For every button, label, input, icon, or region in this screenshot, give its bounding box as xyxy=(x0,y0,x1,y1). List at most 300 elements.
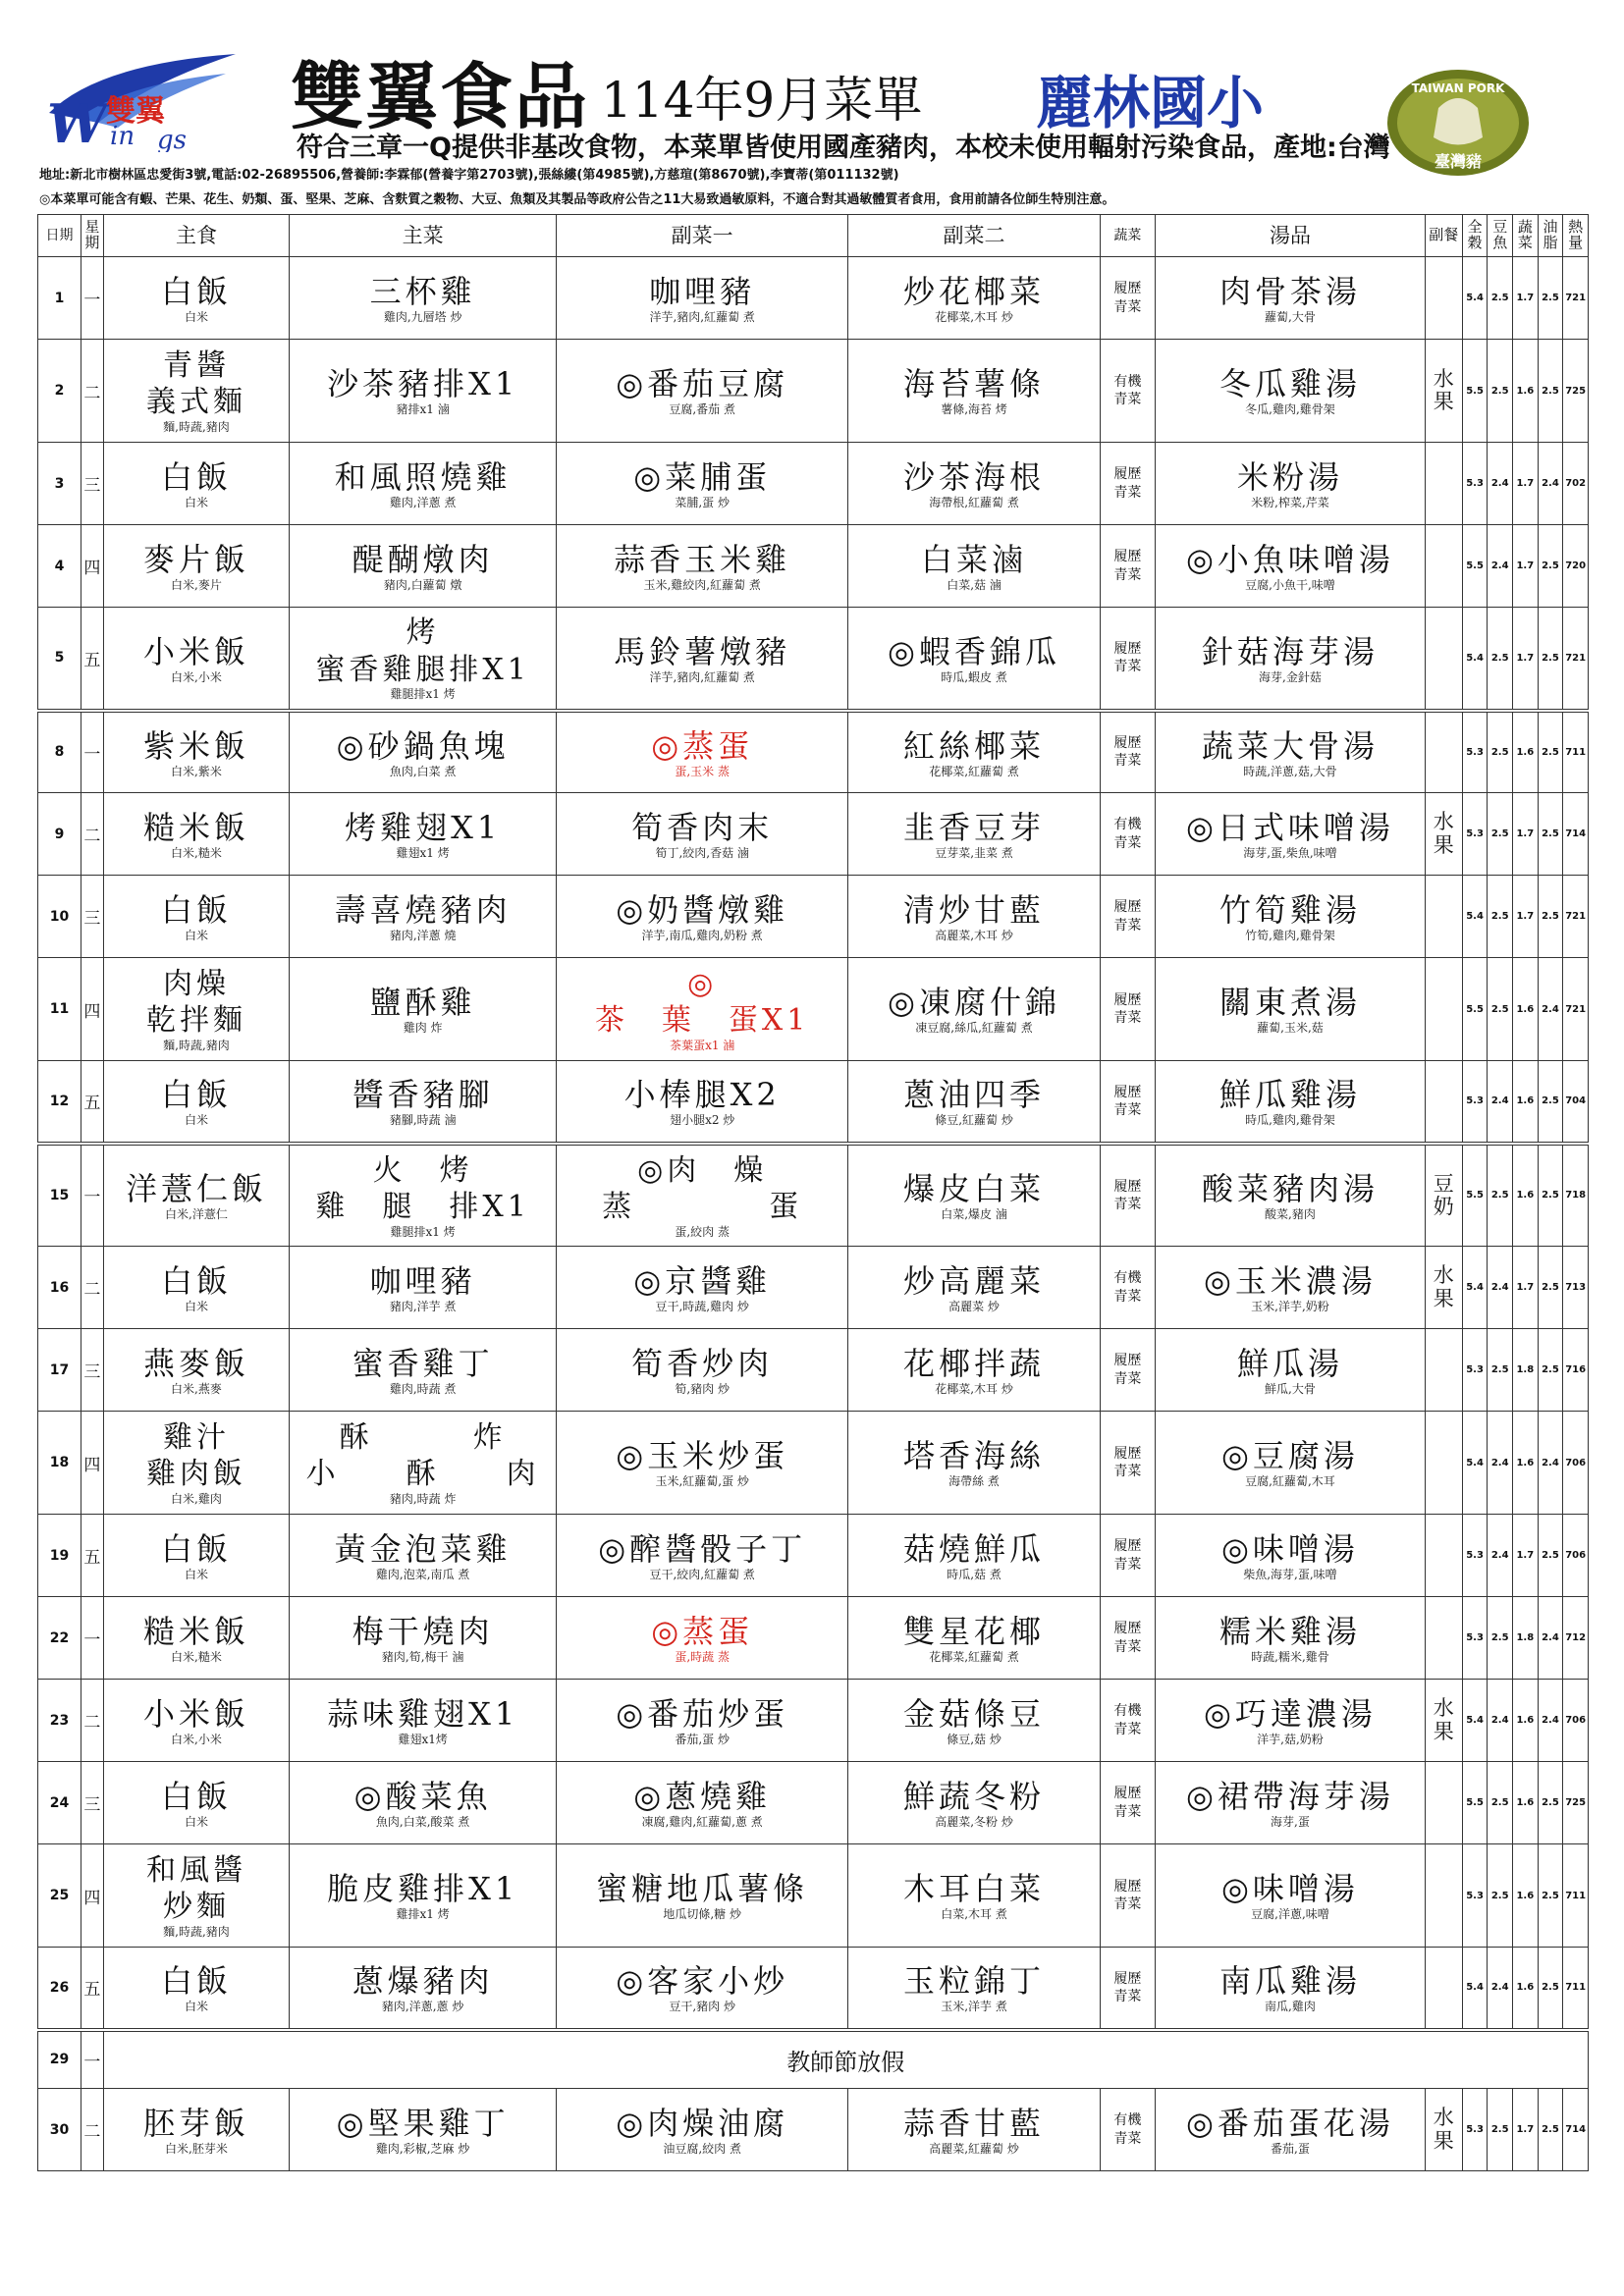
ingredients: 豆腐,番茄 煮 xyxy=(669,402,735,417)
dish-name: 醬香豬腳 xyxy=(352,1076,494,1114)
staple-cell-content xyxy=(104,1777,290,1829)
ingredients: 白菜,菇 滷 xyxy=(947,577,1001,592)
row-date: 24 xyxy=(38,1762,81,1844)
nutrition-veg: 1.7 xyxy=(1513,608,1539,711)
menu-row xyxy=(38,1680,1589,1762)
ingredients: 海芽,金針菇 xyxy=(1259,669,1322,684)
side-dish-1-cell-content xyxy=(557,364,847,416)
ingredients: 高麗菜 炒 xyxy=(948,1299,1000,1313)
nutrition-calories: 721 xyxy=(1563,958,1589,1061)
side-dish-1-cell xyxy=(557,1597,848,1680)
dish-name: 三杯雞 xyxy=(369,272,476,310)
ingredients: 凍豆腐,絲瓜,紅蘿蔔 煮 xyxy=(915,1021,1033,1036)
dish-name: 胚芽飯 xyxy=(142,2104,249,2142)
nutrition-oil: 2.5 xyxy=(1538,1247,1563,1329)
dish-name: 蔬菜大骨湯 xyxy=(1201,726,1379,765)
ingredients: 薯條,海苔 烤 xyxy=(941,402,1007,417)
row-date: 19 xyxy=(38,1515,81,1597)
ingredients: 魚肉,白菜 煮 xyxy=(389,764,457,778)
staple-cell-content xyxy=(104,1261,290,1313)
ingredients: 地瓜切條,糖 炒 xyxy=(663,1907,741,1922)
soup-cell-content xyxy=(1156,1529,1425,1581)
dish-name: 紫米飯 xyxy=(142,726,249,765)
nutrition-grain: 5.5 xyxy=(1462,1144,1488,1247)
side-dish-1-cell-content xyxy=(557,1152,847,1239)
side-dish-1-cell-content xyxy=(557,1344,847,1396)
soup-cell xyxy=(1156,793,1426,876)
menu-row xyxy=(38,1762,1589,1844)
side-dish-2-cell xyxy=(848,443,1100,525)
side-dish-1-cell xyxy=(557,2089,848,2171)
ingredients: 雞腿排x1 烤 xyxy=(390,1224,456,1239)
side-dish-2-cell-content xyxy=(848,1075,1099,1127)
row-weekday: 五 xyxy=(81,1061,104,1144)
ingredients: 白菜,爆皮 滷 xyxy=(941,1207,1007,1222)
side-dish-1-cell xyxy=(557,1412,848,1515)
col-soup: 湯品 xyxy=(1156,215,1426,257)
ingredients: 雞肉,彩椒,芝麻 炒 xyxy=(375,2141,470,2156)
side-dish-1-cell xyxy=(557,1061,848,1144)
nutrition-protein: 2.5 xyxy=(1488,793,1513,876)
nutrition-oil: 2.5 xyxy=(1538,257,1563,340)
dish-name: 醍醐燉肉 xyxy=(352,540,494,578)
staple-cell xyxy=(103,1061,290,1144)
menu-row xyxy=(38,443,1589,525)
extra-cell: 水 果 xyxy=(1425,793,1462,876)
side-dish-2-cell xyxy=(848,1144,1100,1247)
main-dish-cell-content xyxy=(290,364,556,416)
vegetable-cell: 履歷 青菜 xyxy=(1100,257,1155,340)
nutrition-oil: 2.4 xyxy=(1538,958,1563,1061)
soup-cell xyxy=(1156,1329,1426,1412)
dish-name: 糙米飯 xyxy=(142,808,249,846)
dish-name: 肉燥 xyxy=(162,966,230,1001)
row-weekday: 四 xyxy=(81,525,104,608)
side-dish-1-cell-content xyxy=(557,808,847,860)
dish-name: ◎肉 燥 xyxy=(637,1152,768,1188)
svg-text:雙翼: 雙翼 xyxy=(106,94,165,129)
nutrition-calories: 711 xyxy=(1563,711,1589,793)
menu-row xyxy=(38,525,1589,608)
side-dish-2-cell-content xyxy=(848,1612,1099,1664)
side-dish-1-cell xyxy=(557,958,848,1061)
side-dish-2-cell xyxy=(848,1844,1100,1948)
dish-name: 炒麵 xyxy=(162,1890,230,1925)
nutrition-veg: 1.7 xyxy=(1513,257,1539,340)
main-dish-cell-content xyxy=(290,1869,556,1921)
main-dish-cell-content xyxy=(290,1261,556,1313)
nutrition-protein: 2.5 xyxy=(1488,1144,1513,1247)
soup-cell xyxy=(1156,1948,1426,2030)
side-dish-2-cell xyxy=(848,1680,1100,1762)
vegetable-cell: 履歷 青菜 xyxy=(1100,1844,1155,1948)
ingredients: 白米,胚芽米 xyxy=(165,2141,228,2156)
ingredients: 番茄,蛋 xyxy=(1271,2141,1310,2156)
row-date: 12 xyxy=(38,1061,81,1144)
dish-name: 韭香豆芽 xyxy=(903,808,1046,846)
staple-cell-content xyxy=(104,1419,290,1506)
col-extra: 副餐 xyxy=(1425,215,1462,257)
ingredients: 花椰菜,木耳 炒 xyxy=(935,1381,1013,1396)
staple-cell xyxy=(103,1762,290,1844)
ingredients: 酸菜,豬肉 xyxy=(1265,1207,1316,1222)
col-staple: 主食 xyxy=(103,215,290,257)
ingredients: 白米 xyxy=(184,309,208,324)
dish-name: 白飯 xyxy=(160,1261,232,1300)
side-dish-2-cell xyxy=(848,1948,1100,2030)
nutrition-grain: 5.3 xyxy=(1462,1329,1488,1412)
side-dish-2-cell-content xyxy=(848,540,1099,592)
extra-cell: 水 果 xyxy=(1425,1680,1462,1762)
nutrition-veg: 1.6 xyxy=(1513,1061,1539,1144)
main-dish-cell-content xyxy=(290,1075,556,1127)
row-date: 8 xyxy=(38,711,81,793)
main-dish-cell-content xyxy=(290,1529,556,1581)
staple-cell xyxy=(103,1948,290,2030)
col-side1: 副菜一 xyxy=(557,215,848,257)
dish-name: 鮮蔬冬粉 xyxy=(903,1777,1046,1815)
ingredients: 玉米,洋芋 煮 xyxy=(941,2000,1007,2014)
dish-name: 蒸 蛋 xyxy=(602,1190,803,1225)
dish-name: ◎醡醬骰子丁 xyxy=(598,1529,807,1568)
nutrition-veg: 1.8 xyxy=(1513,1329,1539,1412)
ingredients: 洋芋,豬肉,紅蘿蔔 煮 xyxy=(649,309,755,324)
dish-name: ◎蔥燒雞 xyxy=(633,1777,772,1815)
staple-cell-content xyxy=(104,1612,290,1664)
main-dish-cell xyxy=(290,1948,557,2030)
nutrition-oil: 2.5 xyxy=(1538,1844,1563,1948)
nutrition-protein: 2.5 xyxy=(1488,711,1513,793)
dish-name: 茶 葉 蛋X1 xyxy=(594,1003,810,1039)
staple-cell xyxy=(103,608,290,711)
vegetable-cell: 履歷 青菜 xyxy=(1100,525,1155,608)
ingredients: 麵,時蔬,豬肉 xyxy=(163,1924,230,1939)
dish-name: 蜜香雞丁 xyxy=(352,1344,494,1382)
menu-row xyxy=(38,1247,1589,1329)
nutrition-calories: 714 xyxy=(1563,2089,1589,2171)
menu-row xyxy=(38,608,1589,711)
ingredients: 蛋,絞肉 蒸 xyxy=(675,1224,730,1239)
nutrition-grain: 5.5 xyxy=(1462,958,1488,1061)
nutrition-grain: 5.4 xyxy=(1462,257,1488,340)
menu-row xyxy=(38,1948,1589,2030)
dish-name: 鹽酥雞 xyxy=(369,984,476,1022)
nutrition-calories: 716 xyxy=(1563,1329,1589,1412)
nutrition-veg: 1.6 xyxy=(1513,958,1539,1061)
dish-name: ◎巧達濃湯 xyxy=(1203,1694,1377,1733)
main-dish-cell xyxy=(290,443,557,525)
ingredients: 豬肉,時蔬 炸 xyxy=(389,1491,457,1506)
row-weekday: 二 xyxy=(81,340,104,443)
statement-line: 符合三章一Q提供非基改食物，本菜單皆使用國產豬肉，本校未使用輻射污染食品，產地:台灣 xyxy=(297,133,1390,163)
nutrition-protein: 2.5 xyxy=(1488,1597,1513,1680)
dish-name: ◎酸菜魚 xyxy=(353,1777,492,1815)
side-dish-1-cell-content xyxy=(557,1436,847,1488)
dish-name: 金菇條豆 xyxy=(903,1694,1046,1733)
dish-name: 小米飯 xyxy=(142,632,249,670)
dish-name: 肉骨茶湯 xyxy=(1218,272,1361,310)
nutrition-veg: 1.6 xyxy=(1513,340,1539,443)
nutrition-oil: 2.5 xyxy=(1538,711,1563,793)
vegetable-cell: 履歷 青菜 xyxy=(1100,876,1155,958)
menu-row xyxy=(38,1329,1589,1412)
col-vegetable: 蔬菜 xyxy=(1513,215,1539,257)
vegetable-cell: 履歷 青菜 xyxy=(1100,1061,1155,1144)
vegetable-cell: 履歷 青菜 xyxy=(1100,1144,1155,1247)
staple-cell-content xyxy=(104,457,290,509)
side-dish-1-cell-content xyxy=(557,726,847,778)
side-dish-1-cell-content xyxy=(557,1612,847,1664)
ingredients: 豬肉,洋蔥,蔥 炒 xyxy=(381,2000,464,2014)
main-dish-cell xyxy=(290,608,557,711)
nutrition-veg: 1.6 xyxy=(1513,1844,1539,1948)
side-dish-2-cell-content xyxy=(848,1261,1099,1313)
menu-table xyxy=(37,214,1589,2171)
staple-cell xyxy=(103,2089,290,2171)
staple-cell xyxy=(103,1144,290,1247)
vegetable-cell: 履歷 青菜 xyxy=(1100,1597,1155,1680)
extra-cell xyxy=(1425,1412,1462,1515)
row-weekday: 五 xyxy=(81,1948,104,2030)
soup-cell xyxy=(1156,1061,1426,1144)
dish-name: ◎ xyxy=(687,966,718,1001)
soup-cell xyxy=(1156,876,1426,958)
vegetable-cell: 有機 青菜 xyxy=(1100,1680,1155,1762)
nutrition-calories: 718 xyxy=(1563,1144,1589,1247)
dish-name: 脆皮雞排X1 xyxy=(327,1870,519,1908)
nutrition-grain: 5.4 xyxy=(1462,1412,1488,1515)
dish-name: 沙茶豬排X1 xyxy=(327,365,519,403)
row-date: 29 xyxy=(38,2030,81,2089)
side-dish-2-cell xyxy=(848,876,1100,958)
staple-cell xyxy=(103,958,290,1061)
menu-row xyxy=(38,2089,1589,2171)
soup-cell xyxy=(1156,711,1426,793)
main-dish-cell-content xyxy=(290,1612,556,1664)
staple-cell-content xyxy=(104,632,290,684)
side-dish-2-cell xyxy=(848,793,1100,876)
ingredients: 豆干,豬肉 炒 xyxy=(669,2000,735,2014)
row-weekday: 二 xyxy=(81,1680,104,1762)
staple-cell-content xyxy=(104,1694,290,1746)
row-weekday: 一 xyxy=(81,1597,104,1680)
staple-cell xyxy=(103,1412,290,1515)
side-dish-1-cell-content xyxy=(557,272,847,324)
soup-cell xyxy=(1156,958,1426,1061)
nutrition-oil: 2.5 xyxy=(1538,876,1563,958)
dish-name: 爆皮白菜 xyxy=(903,1170,1046,1208)
ingredients: 洋芋,菇,奶粉 xyxy=(1257,1732,1324,1746)
dish-name: 沙茶海根 xyxy=(903,457,1046,496)
nutrition-grain: 5.3 xyxy=(1462,1061,1488,1144)
side-dish-2-cell-content xyxy=(848,1344,1099,1396)
extra-cell xyxy=(1425,608,1462,711)
menu-row xyxy=(38,1597,1589,1680)
ingredients: 雞肉,洋蔥 煮 xyxy=(389,495,457,509)
nutrition-veg: 1.7 xyxy=(1513,525,1539,608)
ingredients: 翅小腿x2 炒 xyxy=(670,1113,735,1128)
nutrition-protein: 2.5 xyxy=(1488,1844,1513,1948)
staple-cell-content xyxy=(104,347,290,434)
nutrition-calories: 702 xyxy=(1563,443,1589,525)
extra-cell xyxy=(1425,876,1462,958)
ingredients: 鮮瓜,大骨 xyxy=(1265,1381,1316,1396)
side-dish-1-cell xyxy=(557,1247,848,1329)
dish-name: 炒高麗菜 xyxy=(903,1261,1046,1300)
side-dish-2-cell xyxy=(848,257,1100,340)
soup-cell-content xyxy=(1156,1169,1425,1221)
side-dish-1-cell xyxy=(557,1680,848,1762)
soup-cell-content xyxy=(1156,1261,1425,1313)
row-weekday: 二 xyxy=(81,793,104,876)
nutrition-grain: 5.4 xyxy=(1462,876,1488,958)
dish-name: 蒜香甘藍 xyxy=(903,2104,1046,2142)
ingredients: 筍丁,絞肉,香菇 滷 xyxy=(655,845,749,860)
main-dish-cell-content xyxy=(290,983,556,1035)
nutrition-veg: 1.7 xyxy=(1513,793,1539,876)
ingredients: 時瓜,蝦皮 煮 xyxy=(941,669,1007,684)
ingredients: 白米 xyxy=(184,1814,208,1829)
extra-cell xyxy=(1425,1762,1462,1844)
side-dish-2-cell xyxy=(848,525,1100,608)
nutrition-veg: 1.6 xyxy=(1513,1680,1539,1762)
dish-name: 雙星花椰 xyxy=(903,1612,1046,1650)
dish-name: 白飯 xyxy=(160,1777,232,1815)
dish-name: ◎蒸蛋 xyxy=(651,1612,754,1650)
nutrition-oil: 2.5 xyxy=(1538,1144,1563,1247)
dish-name: 義式麵 xyxy=(145,385,246,420)
soup-cell-content xyxy=(1156,364,1425,416)
side-dish-1-cell-content xyxy=(557,1261,847,1313)
dish-name: 燕麥飯 xyxy=(142,1344,249,1382)
nutrition-grain: 5.3 xyxy=(1462,711,1488,793)
ingredients: 玉米,紅蘿蔔,蛋 炒 xyxy=(655,1474,749,1489)
ingredients: 白菜,木耳 煮 xyxy=(941,1907,1007,1922)
extra-cell: 水 果 xyxy=(1425,2089,1462,2171)
side-dish-1-cell-content xyxy=(557,1529,847,1581)
main-dish-cell-content xyxy=(290,272,556,324)
ingredients: 雞翅x1 烤 xyxy=(396,845,450,860)
menu-month: 114年9月菜單 xyxy=(601,72,923,129)
nutrition-calories: 711 xyxy=(1563,1948,1589,2030)
nutrition-calories: 706 xyxy=(1563,1412,1589,1515)
main-dish-cell xyxy=(290,1844,557,1948)
staple-cell xyxy=(103,793,290,876)
dish-name: 烤雞翅X1 xyxy=(345,808,502,846)
row-date: 16 xyxy=(38,1247,81,1329)
dish-name: 炒花椰菜 xyxy=(903,272,1046,310)
side-dish-2-cell-content xyxy=(848,1694,1099,1746)
school-name: 麗林國小 xyxy=(1036,70,1265,136)
main-dish-cell-content xyxy=(290,1777,556,1829)
side-dish-2-cell-content xyxy=(848,1961,1099,2013)
side-dish-1-cell-content xyxy=(557,1961,847,2013)
dish-name: ◎蒸蛋 xyxy=(651,726,754,765)
dish-name: 玉粒錦丁 xyxy=(903,1962,1046,2001)
side-dish-2-cell-content xyxy=(848,632,1099,684)
dish-name: 白飯 xyxy=(160,890,232,929)
main-dish-cell-content xyxy=(290,726,556,778)
side-dish-1-cell xyxy=(557,525,848,608)
address-line: 地址:新北市樹林區忠愛街3號,電話:02-26895506,營養師:李霖郁(營養字第2703號),張絲縷(第4985號),方慈瑄(第8670號),李寶蒂(第011132號) xyxy=(39,168,899,183)
ingredients: 雞腿排x1 烤 xyxy=(390,687,456,702)
nutrition-calories: 706 xyxy=(1563,1515,1589,1597)
main-dish-cell xyxy=(290,1597,557,1680)
nutrition-oil: 2.5 xyxy=(1538,608,1563,711)
soup-cell-content xyxy=(1156,808,1425,860)
row-weekday: 三 xyxy=(81,1762,104,1844)
staple-cell xyxy=(103,340,290,443)
main-dish-cell-content xyxy=(290,1419,556,1506)
ingredients: 白米,糙米 xyxy=(171,1649,222,1664)
side-dish-2-cell xyxy=(848,1515,1100,1597)
dish-name: 火 烤 xyxy=(372,1152,473,1188)
side-dish-2-cell-content xyxy=(848,726,1099,778)
nutrition-protein: 2.5 xyxy=(1488,608,1513,711)
nutrition-protein: 2.5 xyxy=(1488,257,1513,340)
ingredients: 蛋,玉米 蒸 xyxy=(675,764,730,778)
dish-name: ◎凍腐什錦 xyxy=(888,984,1060,1022)
ingredients: 時蔬,糯米,雞骨 xyxy=(1251,1649,1329,1664)
nutrition-protein: 2.4 xyxy=(1488,1948,1513,2030)
ingredients: 洋芋,南瓜,雞肉,奶粉 煮 xyxy=(641,928,763,942)
side-dish-2-cell-content xyxy=(848,272,1099,324)
menu-row xyxy=(38,793,1589,876)
staple-cell xyxy=(103,525,290,608)
dish-name: 米粉湯 xyxy=(1236,457,1343,496)
dish-name: 壽喜燒豬肉 xyxy=(334,890,512,929)
side-dish-2-cell xyxy=(848,2089,1100,2171)
row-date: 17 xyxy=(38,1329,81,1412)
ingredients: 白米,紫米 xyxy=(171,764,222,778)
vegetable-cell: 履歷 青菜 xyxy=(1100,608,1155,711)
side-dish-2-cell xyxy=(848,1329,1100,1412)
dish-name: ◎玉米濃湯 xyxy=(1203,1261,1377,1300)
soup-cell-content xyxy=(1156,726,1425,778)
staple-cell-content xyxy=(104,1169,290,1221)
nutrition-protein: 2.4 xyxy=(1488,443,1513,525)
dish-name: 和風醬 xyxy=(145,1852,246,1888)
nutrition-grain: 5.3 xyxy=(1462,443,1488,525)
row-weekday: 一 xyxy=(81,257,104,340)
menu-row xyxy=(38,340,1589,443)
dish-name: 鮮瓜湯 xyxy=(1236,1344,1343,1382)
ingredients: 豆腐,小魚干,味噌 xyxy=(1245,577,1335,592)
main-dish-cell xyxy=(290,711,557,793)
side-dish-2-cell-content xyxy=(848,2104,1099,2156)
col-protein: 豆魚 xyxy=(1488,215,1513,257)
staple-cell-content xyxy=(104,808,290,860)
dish-name: 冬瓜雞湯 xyxy=(1218,365,1361,403)
dish-name: 咖哩豬 xyxy=(649,272,756,310)
brand-title: 雙翼食品 xyxy=(291,55,589,139)
dish-name: 南瓜雞湯 xyxy=(1218,1962,1361,2001)
ingredients: 花椰菜,紅蘿蔔 煮 xyxy=(929,764,1019,778)
extra-cell xyxy=(1425,525,1462,608)
main-dish-cell-content xyxy=(290,1152,556,1239)
menu-row xyxy=(38,1061,1589,1144)
side-dish-2-cell xyxy=(848,1412,1100,1515)
staple-cell xyxy=(103,711,290,793)
ingredients: 條豆,菇 炒 xyxy=(947,1732,1001,1746)
main-dish-cell xyxy=(290,1680,557,1762)
dish-name: 鮮瓜雞湯 xyxy=(1218,1076,1361,1114)
side-dish-1-cell-content xyxy=(557,1777,847,1829)
soup-cell xyxy=(1156,1762,1426,1844)
allergen-notice: ◎本菜單可能含有蝦、芒果、花生、奶類、蛋、堅果、芝麻、含麩質之穀物、大豆、魚類及其製品等政府公告之11大易致過敏原料，不適合對其過敏體質者食用，食用前請各位師生特別注意。 xyxy=(39,192,1115,207)
nutrition-protein: 2.5 xyxy=(1488,1762,1513,1844)
row-weekday: 四 xyxy=(81,958,104,1061)
